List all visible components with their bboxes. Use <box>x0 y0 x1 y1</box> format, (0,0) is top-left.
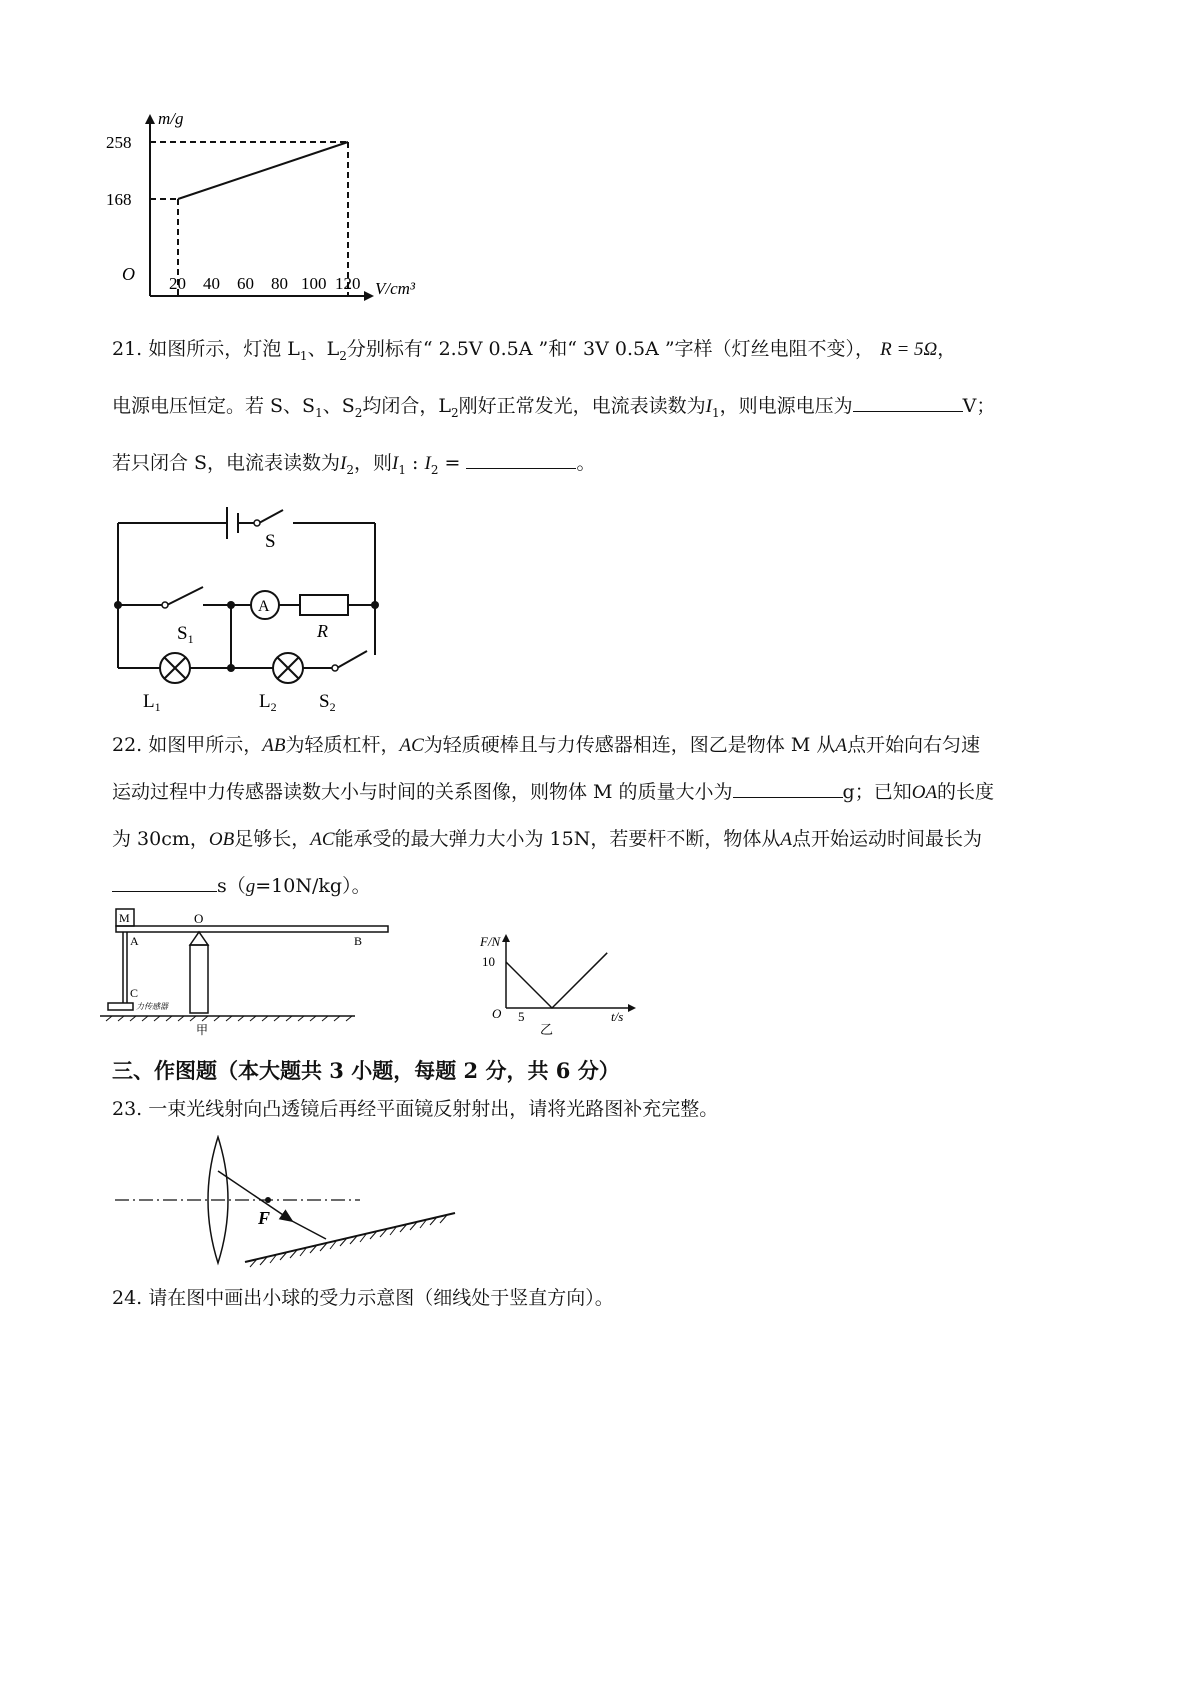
label-sensor: 力传感器 <box>136 1002 168 1011</box>
switch-s1-blade <box>167 587 203 605</box>
label-b: B <box>354 934 363 948</box>
answer-blank-mass[interactable] <box>733 796 843 798</box>
label-o: O <box>194 911 204 926</box>
refracted-ray <box>218 1171 292 1221</box>
y-axis-label: m/g <box>158 109 184 128</box>
q21-line1: 21. 如图所示，灯泡 $L_1$、$L_2$分别标有“ 2.5V 0.5A ”和“ 3V 0.5A ”字样（灯丝电阻不变）， R = 5Ω， <box>112 338 957 363</box>
force-line <box>506 953 607 1008</box>
fulcrum-post <box>190 945 208 1013</box>
origin-label: O <box>122 264 135 284</box>
label-m: M <box>119 911 130 925</box>
y-tick-168: 168 <box>106 190 132 209</box>
label-s: S <box>265 531 276 552</box>
section-3-title: 三、作图题（本大题共 3 小题，每题 2 分，共 6 分） <box>112 1058 620 1083</box>
x-tick-label: 40 <box>203 274 220 293</box>
q23-text: 23. 一束光线射向凸透镜后再经平面镜反射射出，请将光路图补充完整。 <box>112 1098 719 1120</box>
label-l1: $L_1$ <box>143 691 161 714</box>
lever-ab <box>116 926 388 932</box>
x-tick-label: 80 <box>271 274 288 293</box>
force-sensor <box>108 1003 133 1010</box>
x-label: t/s <box>611 1009 624 1024</box>
answer-blank-voltage[interactable] <box>853 410 963 412</box>
q21-line3: 若只闭合 S，电流表读数为$I_2$，则$I_1$ : $I_2$ = 。 <box>112 452 596 477</box>
caption-yi: 乙 <box>540 1022 554 1037</box>
x-tick-5: 5 <box>518 1009 525 1024</box>
data-line <box>178 142 348 199</box>
label-a: A <box>130 934 139 948</box>
label-c: C <box>130 986 139 1000</box>
q22-line2: 运动过程中力传感器读数大小与时间的关系图像，则物体 M 的质量大小为 g；已知OA的长度 <box>112 781 995 803</box>
switch-s2-blade <box>337 651 367 668</box>
label-s1: $S_1$ <box>177 623 194 646</box>
fulcrum-o <box>190 932 208 945</box>
resistance-expression: R = 5Ω <box>880 339 938 360</box>
q24-text: 24. 请在图中画出小球的受力示意图（细线处于竖直方向）。 <box>112 1287 614 1309</box>
resistor-r <box>300 595 348 615</box>
x-axis-label: V/cm³ <box>375 279 416 298</box>
x-tick-label: 120 <box>335 274 361 293</box>
label-r: R <box>317 621 328 641</box>
label-s2: $S_2$ <box>319 691 336 714</box>
y-tick-10: 10 <box>482 954 495 969</box>
y-label: F/N <box>480 934 501 949</box>
focal-label: F <box>258 1208 271 1228</box>
x-tick-label: 60 <box>237 274 254 293</box>
lever-diagram <box>100 905 400 1045</box>
force-time-graph <box>478 928 668 1038</box>
switch-s-blade <box>259 510 283 523</box>
q22-line3: 为 30cm，OB足够长，AC能承受的最大弹力大小为 15N，若要杆不断，物体从A点开始运动时间最长为 <box>112 828 982 850</box>
dashed-guides <box>150 142 348 296</box>
origin: O <box>492 1006 502 1021</box>
x-tick-label: 20 <box>169 274 186 293</box>
answer-blank-ratio[interactable] <box>466 467 576 469</box>
label-l2: $L_2$ <box>259 691 277 714</box>
q21-line2: 电源电压恒定。若 S、$S_1$、$S_2$均闭合，$L_2$刚好正常发光，电流表读数为$I_1$，则电源电压为 V； <box>112 395 996 420</box>
q22-line1: 22. 如图甲所示，AB为轻质杠杆，AC为轻质硬棒且与力传感器相连，图乙是物体 M 从A点开始向右匀速 <box>112 734 980 756</box>
circuit-diagram <box>105 505 395 720</box>
focal-point <box>265 1197 271 1203</box>
lens-mirror-diagram <box>110 1135 470 1270</box>
caption-jia: 甲 <box>196 1023 209 1037</box>
x-tick-labels <box>169 274 361 293</box>
mass-volume-graph <box>100 108 480 328</box>
y-tick-258: 258 <box>106 133 132 152</box>
x-tick-label: 100 <box>301 274 327 293</box>
answer-blank-time[interactable] <box>112 890 217 892</box>
label-ammeter: A <box>258 598 270 615</box>
q22-line4: s（g=10N/kg）。 <box>112 877 371 896</box>
